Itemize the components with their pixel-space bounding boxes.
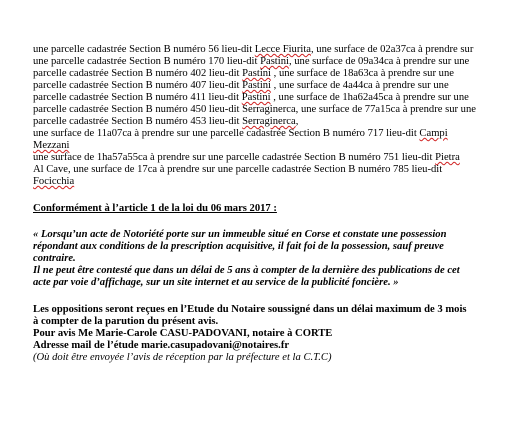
notary-email-line: Adresse mail de l’étude marie.casupadovani@notaires.fr — [33, 340, 290, 351]
parcel-line: parcelle cadastrée Section B numéro 450 lieu-dit Serraginerca, une surface de 77a15ca à prendre sur une — [33, 104, 476, 115]
parcel-line: une parcelle cadastrée Section B numéro 56 lieu-dit Lecce Fiurita, une surface de 02a37ca à prendre sur — [33, 44, 474, 55]
quote-line: répondant aux conditions de la prescription acquisitive, il fait foi de la possession, sauf preuve — [33, 241, 444, 252]
footnote-line: (Où doit être envoyée l’avis de réception par la préfecture et la C.T.C) — [33, 352, 332, 363]
parcel-line: une surface de 1ha57a55ca à prendre sur une parcelle cadastrée Section B numéro 751 lieu-dit Pietra — [33, 152, 460, 163]
quote-line: « Lorsqu’un acte de Notoriété porte sur un immeuble situé en Corse et constate une possession — [33, 229, 447, 240]
parcel-line: parcelle cadastrée Section B numéro 402 lieu-dit Pastini , une surface de 18a63ca à prendre sur une — [33, 68, 454, 79]
parcel-line: parcelle cadastrée Section B numéro 407 lieu-dit Pastini , une surface de 4a44ca à prendre sur une — [33, 80, 449, 91]
parcel-line: Focicchia — [33, 176, 75, 187]
parcel-line: une parcelle cadastrée Section B numéro 170 lieu-dit Pastini, une surface de 09a34ca à prendre sur une — [33, 56, 470, 67]
parcel-line: Al Cave, une surface de 17ca à prendre sur une parcelle cadastrée Section B numéro 785 lieu-dit — [33, 164, 443, 175]
parcel-line: Mezzani — [33, 140, 70, 151]
quote-line: acte par voie d’affichage, sur un site internet et au service de la publicité foncière. » — [33, 277, 399, 288]
opposition-line: à compter de la parution du présent avis. — [33, 316, 219, 327]
opposition-line: Les oppositions seront reçues en l’Etude du Notaire soussigné dans un délai maximum de 3 mois — [33, 304, 467, 315]
article-heading: Conformément à l’article 1 de la loi du 06 mars 2017 : — [33, 203, 277, 214]
notary-signature-line: Pour avis Me Marie-Carole CASU-PADOVANI, notaire à CORTE — [33, 328, 333, 339]
parcel-line: une surface de 11a07ca à prendre sur une parcelle cadastrée Section B numéro 717 lieu-dit Campi — [33, 128, 448, 139]
quote-line: contraire. — [33, 253, 76, 264]
quote-line: Il ne peut être contesté que dans un délai de 5 ans à compter de la dernière des publications de cet — [33, 265, 460, 276]
parcel-line: parcelle cadastrée Section B numéro 411 lieu-dit Pastini , une surface de 1ha62a45ca à prendre sur une — [33, 92, 469, 103]
parcel-line: parcelle cadastrée Section B numéro 453 lieu-dit Serraginerca, — [33, 116, 299, 127]
